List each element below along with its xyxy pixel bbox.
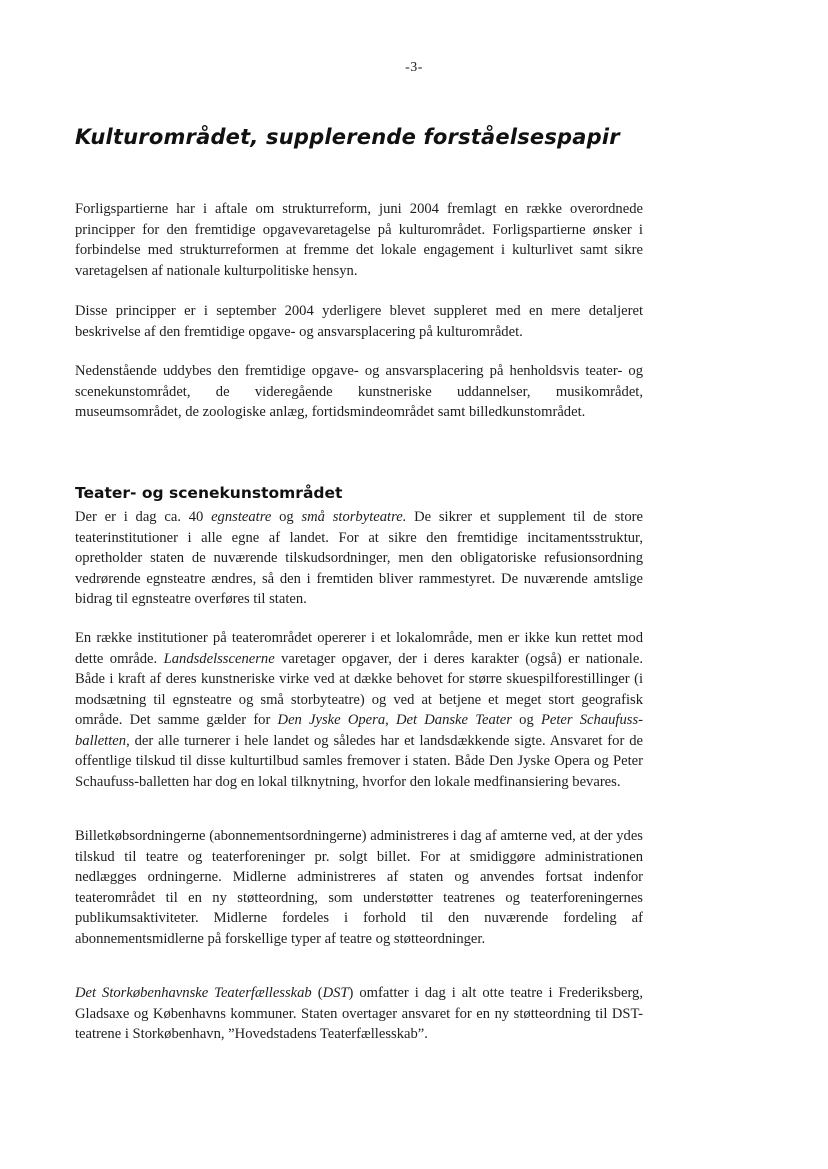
emphasis-det-danske-teater: Det Danske Teater [395,712,512,728]
section-paragraph-1: Der er i dag ca. 40 egnsteatre og små storbyteatre. De sikrer et supplement til de store teaterinstitutioner i alle egne af landet. For at sikre den fremtidige incitamentsstruktur, opretholder staten de nuværende tilskudsordninger, men den obligatoriske refusionsordning vedrørende egnsteatre ændres, så den i fremtiden bliver rammestyret. De nuværende amtslige bidrag til egnsteatre overføres til staten. [75,509,643,607]
emphasis-dst: DST [322,985,349,1001]
section-paragraph-3: Billetkøbsordningerne (abonnementsordningerne) administreres i dag af amterne ved, at der ydes tilskud til teatre og teaterforeninger pr. solgt billet. For at smidiggøre administrationen nedlægges ordningerne. Midlerne administreres af staten og anvendes fortsat indenfor teaterområdet til en ny støtteordning, som understøtter teatrenes og teaterforeningernes publikumsaktiviteter. Midlerne fordeles i forhold til den nuværende fordeling af abonnementsmidlerne på forskellige typer af teatre og støtteordninger. [75,828,643,947]
emphasis-storbyteatre: små storbyteatre. [301,509,407,525]
emphasis-schaufuss-balletten: Peter Schaufuss-balletten [75,712,643,749]
emphasis-den-jyske-opera: Den Jyske Opera [277,712,386,728]
intro-paragraph-2: Disse principper er i september 2004 yderligere blevet suppleret med en mere detaljeret beskrivelse af den fremtidige opgave- og ansvarsplacering på kulturområdet. [75,303,643,340]
emphasis-egnsteatre: egnsteatre [211,509,272,525]
section-paragraph-4: Det Storkøbenhavnske Teaterfællesskab (DST) omfatter i dag i alt otte teatre i Frederiksberg, Gladsaxe og Københavns kommuner. Staten overtager ansvaret for en ny støtteordning til DST-teatrene i Storkøbenhavn, ”Hovedstadens Teaterfællesskab”. [75,985,643,1042]
section-heading: Teater- og scenekunstområdet [75,484,343,502]
section-paragraph-2: En række institutioner på teaterområdet opererer i et lokalområde, men er ikke kun rettet mod dette område. Landsdelsscenerne varetager opgaver, der i deres karakter (også) er nationale. Både i kraft af deres kunstneriske virke ved at dække behovet for større skuespilforestillinger (i modsætning til egnsteatre og små storbyteatre) og ved at betjene et meget stort geografisk område. Det samme gælder for Den Jyske Opera, Det Danske Teater og Peter Schaufuss-balletten, der alle turnerer i hele landet og således har et landsdækkende sigte. Ansvaret for de offentlige tilskud til disse kulturtilbud samles fremover i staten. Både Den Jyske Opera og Peter Schaufuss-balletten har dog en lokal tilknytning, hvorfor den lokale medfinansiering bevares. [75,630,643,790]
document-title: Kulturområdet, supplerende forståelsespapir [75,125,620,149]
emphasis-landsdelsscenerne: Landsdelsscenerne [163,650,275,667]
emphasis-dst-name: Det Storkøbenhavnske Teaterfællesskab [75,985,312,1001]
page-number: -3- [405,60,423,75]
intro-paragraph-3: Nedenstående uddybes den fremtidige opgave- og ansvarsplacering på henholdsvis teater- og scenekunstområdet, de videregående kunstneriske uddannelser, musikområdet, museumsområdet, de zoologiske anlæg, fortidsmindeområdet samt billedkunstområdet. [75,363,643,420]
intro-paragraph-1: Forligspartierne har i aftale om strukturreform, juni 2004 fremlagt en række overordnede principper for den fremtidige opgavevaretagelse på kulturområdet. Forligspartierne ønsker i forbindelse med strukturreformen at fremme det lokale engagement i kulturlivet samt sikre varetagelsen af nationale kulturpolitiske hensyn. [75,201,643,279]
